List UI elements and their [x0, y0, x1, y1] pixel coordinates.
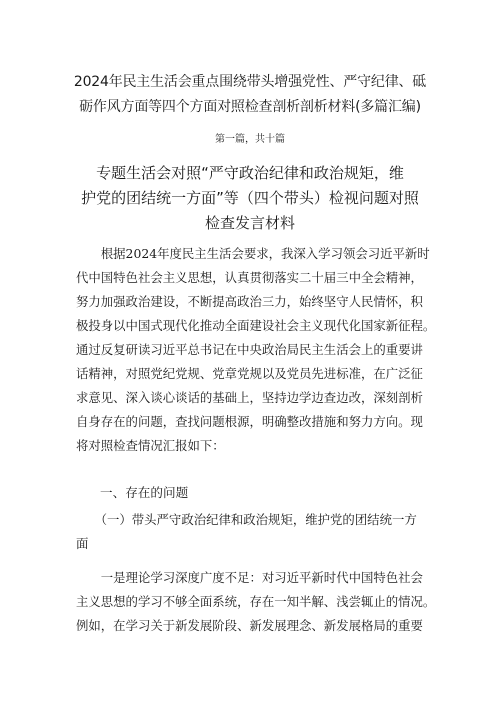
- intro-line-9: 将对照检查情况汇报如下：: [76, 438, 225, 453]
- intro-line-5: 通过反复研读习近平总书记在中央政治局民主生活会上的重要讲: [76, 342, 423, 357]
- article-subtitle-line-1: 专题生活会对照“严守政治纪律和政治规矩，维: [96, 164, 404, 182]
- subsection-line-2: 面: [76, 536, 89, 551]
- article-subtitle-line-3: 检查发言材料: [204, 214, 295, 232]
- section-heading: 一、存在的问题: [100, 485, 189, 500]
- intro-line-1: 根据2024年度民主生活会要求，我深入学习领会习近平新时: [76, 246, 430, 261]
- intro-line-6: 话精神，对照党纪党规、党章党规以及党员先进标准，在广泛征: [76, 366, 423, 381]
- intro-line-8: 自身存在的问题，查找问题根源，明确整改措施和努力方向。现: [76, 414, 423, 429]
- intro-line-4: 极投身以中国式现代化推动全面建设社会主义现代化国家新征程。: [76, 318, 436, 333]
- point-paragraph: [76, 566, 436, 638]
- article-subtitle: [80, 161, 420, 236]
- point-line-2: 主义思想的学习不够全面系统，存在一知半解、浅尝辄止的情况。: [76, 594, 436, 609]
- point-line-3: 例如，在学习关于新发展阶段、新发展理念、新发展格局的重要: [76, 618, 423, 633]
- document-title-line-1: 2024年民主生活会重点围绕带头增强党性、严守纪律、砥: [73, 74, 427, 90]
- document-title-line-2: 砺作风方面等四个方面对照检查剖析剖析材料(多篇汇编): [79, 99, 421, 115]
- chapter-label: 第一篇，共十篇: [215, 134, 285, 145]
- subsection-line-1: （一）带头严守政治纪律和政治规矩，维护党的团结统一方: [76, 512, 417, 527]
- intro-paragraph: [76, 242, 436, 458]
- intro-line-7: 求意见、深入谈心谈话的基础上，坚持边学边查边改，深刻剖析: [76, 390, 423, 405]
- intro-line-2: 代中国特色社会主义思想，认真贯彻落实二十届三中全会精神，: [76, 270, 423, 285]
- article-subtitle-line-2: 护党的团结统一方面”等（四个带头）检视问题对照: [81, 189, 419, 207]
- intro-line-3: 努力加强政治建设，不断提高政治三力，始终坚守人民情怀，积: [76, 294, 423, 309]
- document-title: [58, 70, 442, 120]
- subsection-heading: [76, 508, 436, 556]
- point-line-1: 一是理论学习深度广度不足：对习近平新时代中国特色社会: [76, 570, 423, 585]
